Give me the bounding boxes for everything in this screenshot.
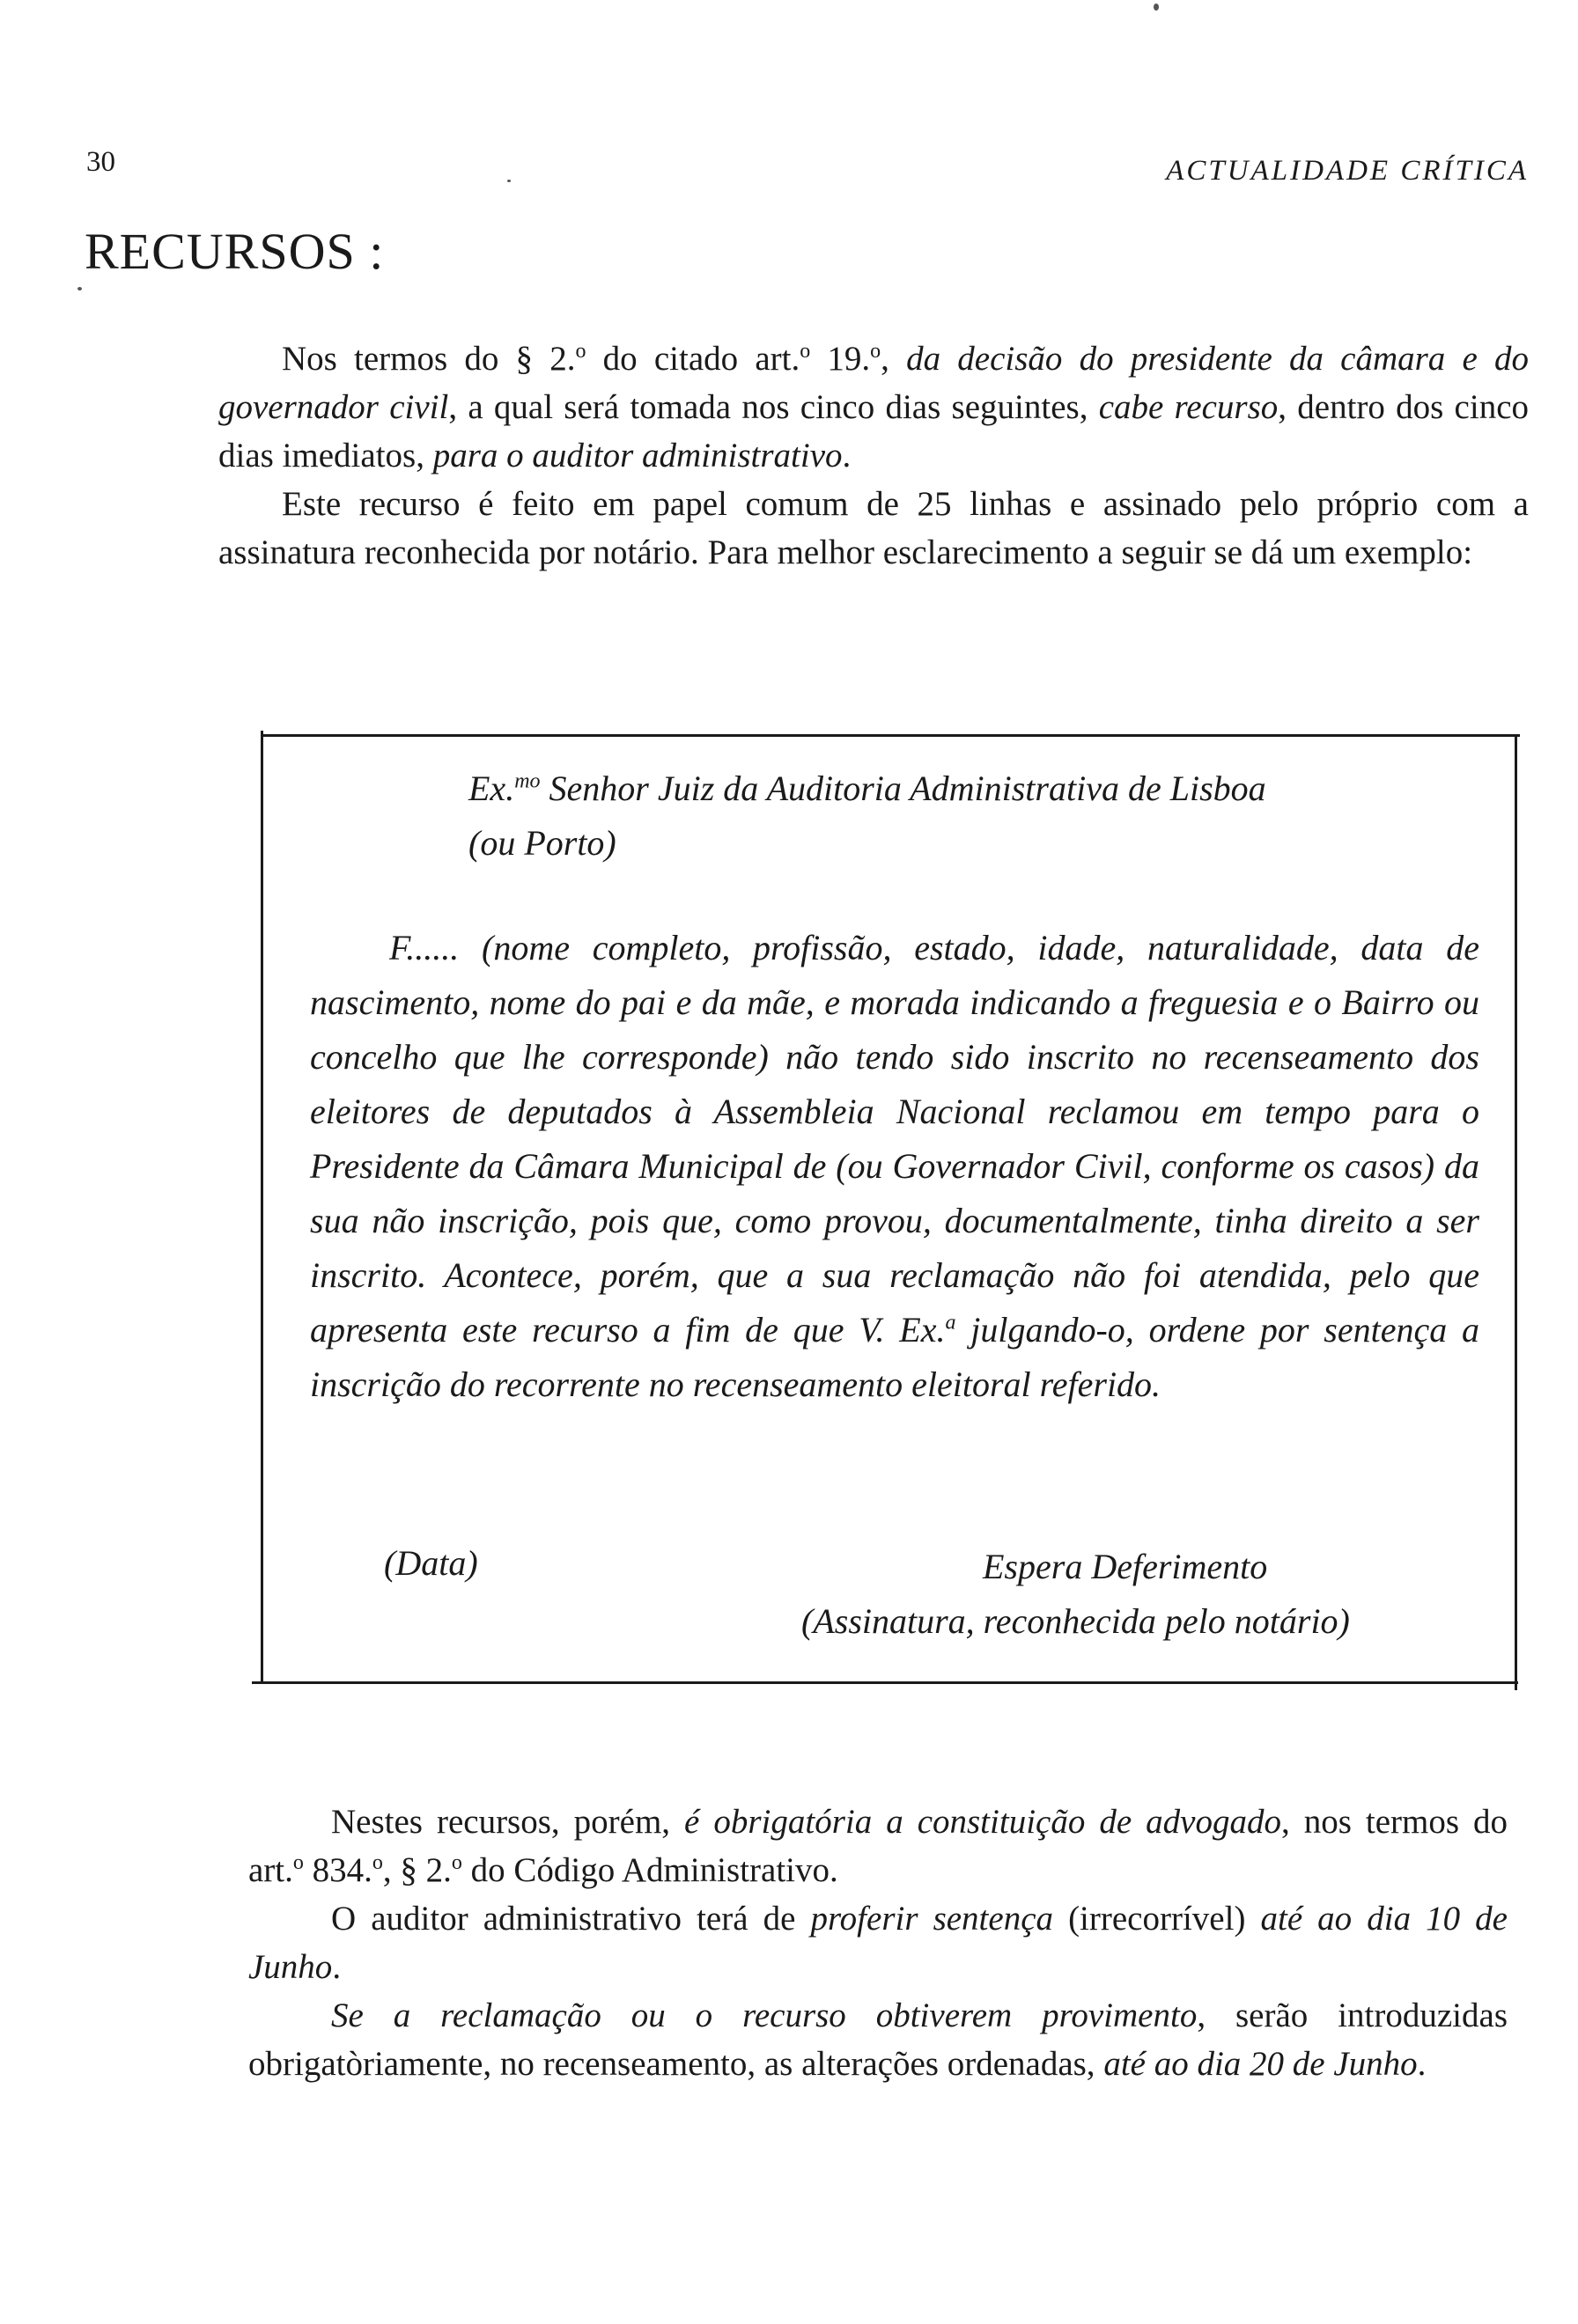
italic-span: para o auditor administrativo — [432, 437, 843, 474]
addressee-line-2: (ou Porto) — [468, 823, 616, 863]
example-body-paragraph — [310, 921, 1479, 1412]
intro-paragraph-2: Este recurso é feito em papel comum de 25 linhas e assinado pelo próprio com a assinatura reconhecida por notário. Para melhor esclarecimento a seguir se dá um exemplo: — [218, 485, 1529, 571]
text-span: do Código Administrativo. — [461, 1851, 838, 1889]
ordinal-mark: o — [292, 1851, 304, 1874]
text-span: F...... (nome completo, profissão, estado, idade, naturalidade, data de nascimento, nome do pai e da mãe, e morada indicando a freguesia e o Bairro ou concelho que lhe corresponde) não tendo sido inscrito no recenseamento dos eleitores de deputados à Assembleia Nacional reclamou em tempo para o Presidente da Câmara Municipal de (ou Governador Civil, conforme os casos) da sua não inscrição, pois que, como provou, documentalmente, tinha direito a ser inscrito. Acontece, porém, que a sua reclamação não foi atendida, pelo que apresenta este recurso a fim de que V. Ex. — [310, 928, 1479, 1350]
text-span: , a qual será tomada nos cinco dias seguintes, — [448, 388, 1099, 426]
box-right-border — [1515, 736, 1517, 1690]
ordinal-mark: o — [372, 1851, 383, 1874]
ordinal-mark: o — [870, 340, 881, 363]
section-title: RECURSOS : — [85, 223, 385, 280]
ordinal-mark: o — [800, 340, 811, 363]
italic-span: até ao dia 10 de Junho — [248, 1900, 1508, 1986]
text-span: , § 2. — [382, 1851, 452, 1889]
text-span: (irrecorrível) — [1053, 1900, 1261, 1938]
box-bottom-border — [252, 1681, 1518, 1684]
date-placeholder: (Data) — [384, 1543, 478, 1583]
superscript: mo — [514, 769, 541, 793]
text-span: 19. — [810, 340, 871, 378]
ordinal-mark: o — [451, 1851, 462, 1874]
italic-span: da decisão do presidente da câmara e do governador civil — [218, 340, 1529, 426]
text-span: Nestes recursos, porém, — [331, 1803, 685, 1841]
intro-text — [218, 335, 1530, 577]
scan-speck — [507, 180, 511, 182]
scan-speck — [77, 287, 82, 290]
example-body — [310, 921, 1479, 1412]
text-span: julgando-o, ordene por sentença a inscrição do recorrente no recenseamento eleitoral referido. — [310, 1310, 1479, 1404]
superscript: a — [945, 1311, 956, 1335]
box-left-border — [261, 731, 263, 1683]
outro-paragraph-1 — [248, 1798, 1508, 1894]
italic-span: até ao dia 20 de Junho — [1103, 2045, 1418, 2083]
scan-speck — [1154, 4, 1159, 11]
text-span: , dentro dos cinco dias imediatos, — [218, 388, 1530, 474]
text-span: Nos termos do § 2. — [282, 340, 576, 378]
closing-formula: Espera Deferimento — [983, 1547, 1268, 1586]
outro-paragraph-2 — [248, 1894, 1508, 1991]
text-span: Ex. — [468, 769, 515, 808]
running-title: ACTUALIDADE CRÍTICA — [1166, 155, 1529, 187]
text-span: . — [842, 437, 852, 474]
outro-text — [248, 1798, 1508, 2088]
outro-paragraph-3 — [248, 1991, 1508, 2088]
text-span: , serão introduzidas obrigatòriamente, no recenseamento, as alterações ordenadas, — [248, 1997, 1508, 2083]
box-top-border — [262, 734, 1520, 737]
text-span: , nos termos do art. — [248, 1803, 1508, 1889]
text-span: . — [332, 1948, 342, 1986]
italic-span: Se a reclamação ou o recurso obtiverem provimento — [331, 1997, 1198, 2034]
intro-paragraph-1 — [218, 335, 1529, 480]
italic-span: é obrigatória a constituição de advogado — [684, 1803, 1281, 1841]
ordinal-mark: o — [575, 340, 586, 363]
text-span: . — [1417, 2045, 1427, 2083]
italic-span: cabe recurso — [1098, 388, 1279, 426]
signature-placeholder: (Assinatura, reconhecida pelo notário) — [801, 1601, 1350, 1641]
page-number: 30 — [86, 146, 115, 178]
text-span: , — [881, 340, 907, 378]
text-span: O auditor administrativo terá de — [331, 1900, 811, 1938]
italic-span: proferir sentença — [810, 1900, 1054, 1938]
addressee-line-1 — [468, 768, 1481, 809]
text-span: Senhor Juiz da Auditoria Administrativa de Lisboa — [540, 769, 1266, 808]
text-span: do citado art. — [586, 340, 800, 378]
text-span: 834. — [303, 1851, 372, 1889]
